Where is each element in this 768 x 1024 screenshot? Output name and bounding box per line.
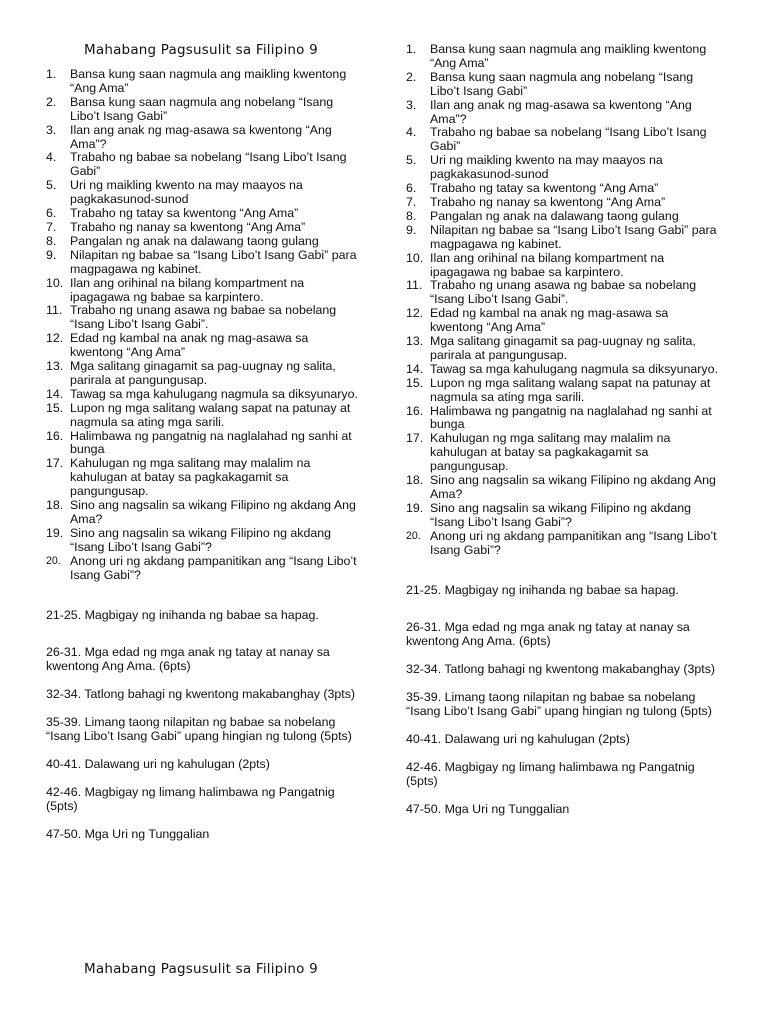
question-text: Edad ng kambal na anak ng mag-asawa sa kwentong “Ang Ama” bbox=[70, 331, 309, 360]
section-list bbox=[46, 609, 364, 842]
question-text: Anong uri ng akdang pampanitikan ang “Isang Libo’t Isang Gabi”? bbox=[70, 553, 357, 582]
question-text: Trabaho ng unang asawa ng babae sa nobelang “Isang Libo’t Isang Gabi”. bbox=[70, 303, 337, 332]
question-item bbox=[46, 360, 364, 388]
question-text: Uri ng maikling kwento na may maayos na pagkakasunod-sunod bbox=[430, 153, 663, 182]
question-item bbox=[46, 402, 364, 430]
question-item bbox=[46, 96, 364, 124]
question-item bbox=[406, 196, 724, 210]
question-item bbox=[46, 277, 364, 305]
question-text: Tawag sa mga kahulugang nagmula sa diksyunaryo. bbox=[430, 361, 718, 376]
question-item bbox=[46, 527, 364, 555]
question-number: 7. bbox=[46, 219, 57, 234]
section-item: 35-39. Limang taong nilapitan ng babae sa nobelang “Isang Libo’t Isang Gabi” upang hingian ng tulong (5pts) bbox=[46, 715, 352, 744]
question-number: 14. bbox=[406, 361, 424, 376]
question-item bbox=[46, 207, 364, 221]
question-item bbox=[46, 430, 364, 458]
question-item bbox=[46, 235, 364, 249]
section-item: 47-50. Mga Uri ng Tunggalian bbox=[46, 826, 210, 841]
section-item: 26-31. Mga edad ng mga anak ng tatay at nanay sa kwentong Ang Ama. (6pts) bbox=[46, 645, 330, 674]
question-text: Trabaho ng babae sa nobelang “Isang Libo’t Isang Gabi” bbox=[430, 125, 707, 154]
question-number: 19. bbox=[406, 500, 424, 515]
section-list bbox=[406, 584, 724, 817]
question-number: 2. bbox=[406, 69, 417, 84]
question-number: 3. bbox=[406, 97, 417, 112]
question-number: 5. bbox=[46, 178, 57, 193]
question-text: Trabaho ng nanay sa kwentong “Ang Ama” bbox=[70, 219, 306, 234]
question-list bbox=[46, 68, 364, 583]
section-item: 32-34. Tatlong bahagi ng kwentong makabanghay (3pts) bbox=[406, 662, 716, 677]
question-text: Ilan ang anak ng mag-asawa sa kwentong “Ang Ama”? bbox=[430, 97, 692, 126]
section-item: 40-41. Dalawang uri ng kahulugan (2pts) bbox=[406, 731, 630, 746]
question-item bbox=[406, 99, 724, 127]
question-text: Ilan ang orihinal na bilang kompartment na ipagagawa ng babae sa karpintero. bbox=[70, 275, 305, 304]
question-number: 18. bbox=[406, 473, 424, 488]
question-number: 8. bbox=[46, 233, 57, 248]
question-text: Nilapitan ng babae sa “Isang Libo’t Isang Gabi” para magpagawa ng kabinet. bbox=[70, 247, 357, 276]
question-number: 19. bbox=[46, 525, 64, 540]
question-number: 6. bbox=[406, 181, 417, 196]
question-text: Pangalan ng anak na dalawang taong gulang bbox=[430, 208, 679, 223]
question-text: Lupon ng mga salitang walang sapat na patunay at nagmula sa ating mga sarili. bbox=[70, 400, 351, 429]
section-item: 21-25. Magbigay ng inihanda ng babae sa hapag. bbox=[406, 582, 679, 597]
question-item bbox=[406, 502, 724, 530]
question-item bbox=[406, 43, 724, 71]
question-text: Trabaho ng unang asawa ng babae sa nobelang “Isang Libo’t Isang Gabi”. bbox=[430, 278, 697, 307]
question-text: Trabaho ng tatay sa kwentong “Ang Ama” bbox=[70, 206, 299, 221]
question-text: Kahulugan ng mga salitang may malalim na kahulugan at batay sa pagkakagamit sa pangungusap. bbox=[70, 456, 311, 499]
section-item: 40-41. Dalawang uri ng kahulugan (2pts) bbox=[46, 756, 270, 771]
question-item bbox=[406, 224, 724, 252]
question-number: 14. bbox=[46, 386, 64, 401]
question-item bbox=[406, 210, 724, 224]
question-number: 16. bbox=[406, 403, 424, 418]
question-item bbox=[406, 530, 724, 558]
question-text: Ilan ang orihinal na bilang kompartment na ipagagawa ng babae sa karpintero. bbox=[430, 250, 665, 279]
question-item bbox=[46, 151, 364, 179]
section-item: 42-46. Magbigay ng limang halimbawa ng Pangatnig (5pts) bbox=[46, 784, 335, 813]
question-text: Bansa kung saan nagmula ang maikling kwentong “Ang Ama” bbox=[430, 42, 707, 70]
question-number: 9. bbox=[406, 222, 417, 237]
question-text: Lupon ng mga salitang walang sapat na patunay at nagmula sa ating mga sarili. bbox=[430, 375, 711, 404]
question-number: 20. bbox=[406, 529, 421, 542]
question-item bbox=[46, 221, 364, 235]
question-item bbox=[46, 249, 364, 277]
question-text: Trabaho ng tatay sa kwentong “Ang Ama” bbox=[430, 181, 659, 196]
question-text: Pangalan ng anak na dalawang taong gulang bbox=[70, 233, 319, 248]
question-item bbox=[46, 499, 364, 527]
question-number: 12. bbox=[46, 331, 64, 346]
question-item bbox=[46, 388, 364, 402]
question-number: 4. bbox=[46, 150, 57, 165]
question-item bbox=[406, 126, 724, 154]
question-item bbox=[406, 363, 724, 377]
question-item bbox=[46, 332, 364, 360]
question-number: 1. bbox=[46, 67, 57, 81]
question-text: Sino ang nagsalin sa wikang Filipino ng akdang “Isang Libo’t Isang Gabi”? bbox=[70, 525, 332, 554]
question-text: Kahulugan ng mga salitang may malalim na kahulugan at batay sa pagkakagamit sa pangungusap. bbox=[430, 431, 671, 474]
question-number: 18. bbox=[46, 498, 64, 513]
question-number: 16. bbox=[46, 428, 64, 443]
question-item bbox=[406, 279, 724, 307]
question-text: Uri ng maikling kwento na may maayos na pagkakasunod-sunod bbox=[70, 178, 303, 207]
question-text: Nilapitan ng babae sa “Isang Libo’t Isang Gabi” para magpagawa ng kabinet. bbox=[430, 222, 717, 251]
section-item: 26-31. Mga edad ng mga anak ng tatay at nanay sa kwentong Ang Ama. (6pts) bbox=[406, 620, 690, 649]
question-number: 8. bbox=[406, 208, 417, 223]
question-item bbox=[406, 432, 724, 474]
question-number: 20. bbox=[46, 554, 61, 567]
section-item: 35-39. Limang taong nilapitan ng babae sa nobelang “Isang Libo’t Isang Gabi” upang hingian ng tulong (5pts) bbox=[406, 690, 712, 719]
question-list bbox=[406, 43, 724, 558]
question-item bbox=[406, 335, 724, 363]
question-number: 17. bbox=[46, 456, 64, 471]
question-text: Mga salitang ginagamit sa pag-uugnay ng salita, parirala at pangungusap. bbox=[430, 334, 696, 362]
question-number: 15. bbox=[46, 400, 64, 415]
question-number: 15. bbox=[406, 375, 424, 390]
question-number: 13. bbox=[406, 334, 424, 349]
question-number: 11. bbox=[46, 303, 63, 318]
question-text: Bansa kung saan nagmula ang nobelang “Isang Libo’t Isang Gabi” bbox=[430, 69, 694, 98]
question-number: 13. bbox=[46, 359, 64, 374]
question-item bbox=[46, 124, 364, 152]
question-number: 17. bbox=[406, 431, 424, 446]
question-number: 7. bbox=[406, 194, 417, 209]
question-text: Sino ang nagsalin sa wikang Filipino ng akdang “Isang Libo’t Isang Gabi”? bbox=[430, 500, 692, 529]
question-number: 2. bbox=[46, 94, 57, 109]
question-text: Edad ng kambal na anak ng mag-asawa sa kwentong “Ang Ama” bbox=[430, 306, 669, 335]
question-text: Bansa kung saan nagmula ang maikling kwentong “Ang Ama” bbox=[70, 67, 347, 95]
question-item bbox=[46, 179, 364, 207]
question-item bbox=[406, 182, 724, 196]
question-text: Halimbawa ng pangatnig na naglalahad ng sanhi at bunga bbox=[70, 428, 352, 457]
right-column bbox=[406, 43, 724, 817]
question-text: Trabaho ng babae sa nobelang “Isang Libo’t Isang Gabi” bbox=[70, 150, 347, 179]
page-title-bottom: Mahabang Pagsusulit sa Filipino 9 bbox=[84, 961, 318, 977]
question-item bbox=[406, 307, 724, 335]
question-text: Halimbawa ng pangatnig na naglalahad ng sanhi at bunga bbox=[430, 403, 712, 432]
question-text: Trabaho ng nanay sa kwentong “Ang Ama” bbox=[430, 194, 666, 209]
question-number: 11. bbox=[406, 278, 423, 293]
question-number: 10. bbox=[406, 250, 424, 265]
question-item bbox=[46, 555, 364, 583]
question-text: Anong uri ng akdang pampanitikan ang “Isang Libo’t Isang Gabi”? bbox=[430, 528, 717, 557]
question-item bbox=[406, 154, 724, 182]
question-item bbox=[406, 252, 724, 280]
question-item bbox=[406, 377, 724, 405]
left-column bbox=[46, 68, 364, 842]
question-text: Tawag sa mga kahulugang nagmula sa diksyunaryo. bbox=[70, 386, 358, 401]
question-number: 12. bbox=[406, 306, 424, 321]
question-number: 6. bbox=[46, 206, 57, 221]
question-text: Sino ang nagsalin sa wikang Filipino ng akdang Ang Ama? bbox=[70, 498, 356, 526]
question-number: 4. bbox=[406, 125, 417, 140]
question-item bbox=[406, 405, 724, 433]
question-text: Ilan ang anak ng mag-asawa sa kwentong “Ang Ama”? bbox=[70, 122, 332, 151]
question-item bbox=[46, 304, 364, 332]
question-text: Mga salitang ginagamit sa pag-uugnay ng salita, parirala at pangungusap. bbox=[70, 359, 336, 387]
page-title-top: Mahabang Pagsusulit sa Filipino 9 bbox=[84, 42, 318, 58]
question-item bbox=[406, 474, 724, 502]
question-number: 3. bbox=[46, 122, 57, 137]
question-number: 9. bbox=[46, 247, 57, 262]
section-item: 42-46. Magbigay ng limang halimbawa ng Pangatnig (5pts) bbox=[406, 759, 695, 788]
section-item: 21-25. Magbigay ng inihanda ng babae sa hapag. bbox=[46, 607, 319, 622]
question-number: 1. bbox=[406, 42, 417, 56]
question-item bbox=[406, 71, 724, 99]
question-text: Sino ang nagsalin sa wikang Filipino ng akdang Ang Ama? bbox=[430, 473, 716, 501]
section-item: 32-34. Tatlong bahagi ng kwentong makabanghay (3pts) bbox=[46, 687, 356, 702]
section-item: 47-50. Mga Uri ng Tunggalian bbox=[406, 801, 570, 816]
question-text: Bansa kung saan nagmula ang nobelang “Isang Libo’t Isang Gabi” bbox=[70, 94, 334, 123]
question-number: 10. bbox=[46, 275, 64, 290]
question-item bbox=[46, 68, 364, 96]
question-number: 5. bbox=[406, 153, 417, 168]
question-item bbox=[46, 457, 364, 499]
